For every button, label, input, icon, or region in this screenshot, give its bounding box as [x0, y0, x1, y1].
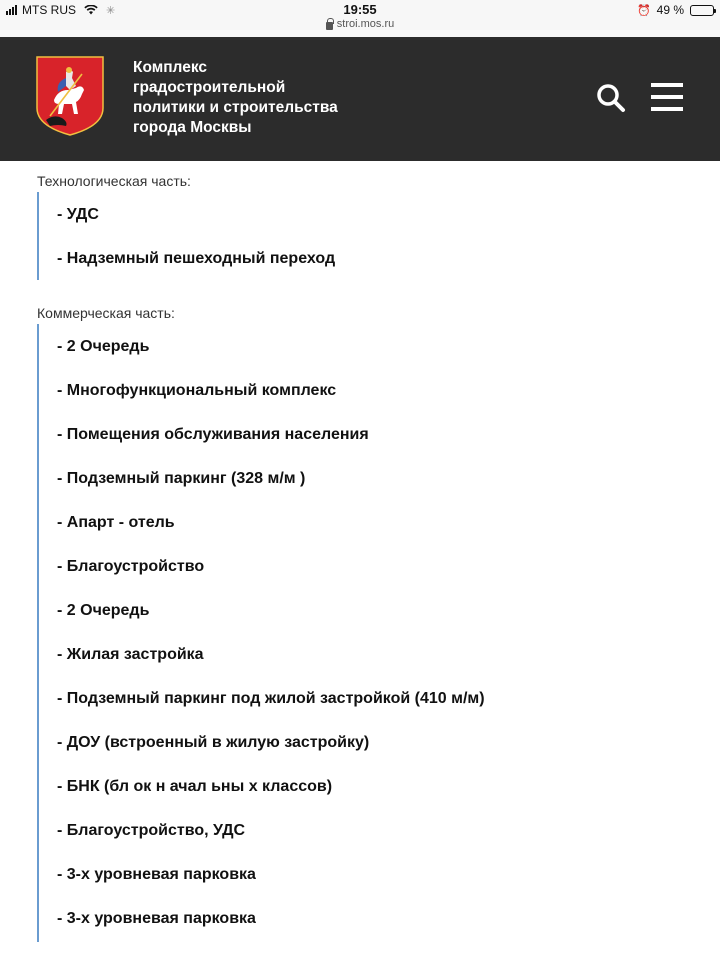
list-item: - Надземный пешеходный переход	[57, 250, 336, 267]
moscow-emblem-icon[interactable]	[36, 56, 104, 136]
list-item: - Подземный паркинг (328 м/м )	[57, 470, 306, 487]
battery-icon	[690, 5, 714, 16]
status-right	[637, 3, 714, 17]
list-item: - БНК (бл ок н ачал ьны х классов)	[57, 778, 333, 795]
header-title-line: политики и строительства	[133, 99, 338, 116]
header-title-line: Комплекс	[133, 59, 207, 76]
list-item: - Подземный паркинг под жилой застройкой (410 м/м)	[57, 690, 485, 707]
status-center	[0, 2, 720, 32]
list-item: - УДС	[57, 206, 99, 223]
lock-icon	[326, 22, 333, 30]
header-title-line: градостроительной	[133, 79, 286, 96]
section-label-commercial: Коммерческая часть:	[37, 305, 175, 321]
carrier-name: MTS RUS	[22, 3, 76, 17]
list-item: - 3-х уровневая парковка	[57, 910, 256, 927]
hamburger-menu-icon[interactable]	[651, 83, 683, 111]
list-item: - Помещения обслуживания населения	[57, 426, 369, 443]
header-title-line: города Москвы	[133, 119, 252, 136]
status-bar	[0, 0, 720, 37]
search-icon[interactable]	[596, 83, 626, 113]
list-item: - Апарт - отель	[57, 514, 175, 531]
section-label-tech: Технологическая часть:	[37, 173, 191, 189]
list-item: - 2 Очередь	[57, 602, 150, 619]
list-item: - Многофункциональный комплекс	[57, 382, 337, 399]
header-title[interactable]	[133, 58, 393, 138]
list-item: - Благоустройство	[57, 558, 205, 575]
battery-percent: 49 %	[656, 3, 684, 17]
list-item: - 2 Очередь	[57, 338, 150, 355]
address-bar[interactable]	[0, 17, 720, 32]
list-item: - Благоустройство, УДС	[57, 822, 246, 839]
url-text: stroi.mos.ru	[336, 18, 395, 30]
clock: 19:55	[343, 2, 377, 17]
site-header	[0, 37, 720, 161]
alarm-clock-icon: ⏰	[636, 4, 651, 17]
commercial-items-block	[37, 324, 485, 942]
list-item: - Жилая застройка	[57, 646, 204, 663]
loading-spinner-icon: ✳	[106, 4, 116, 17]
list-item: - 3-х уровневая парковка	[57, 866, 256, 883]
list-item: - ДОУ (встроенный в жилую застройку)	[57, 734, 370, 751]
tech-items-block	[37, 192, 336, 280]
